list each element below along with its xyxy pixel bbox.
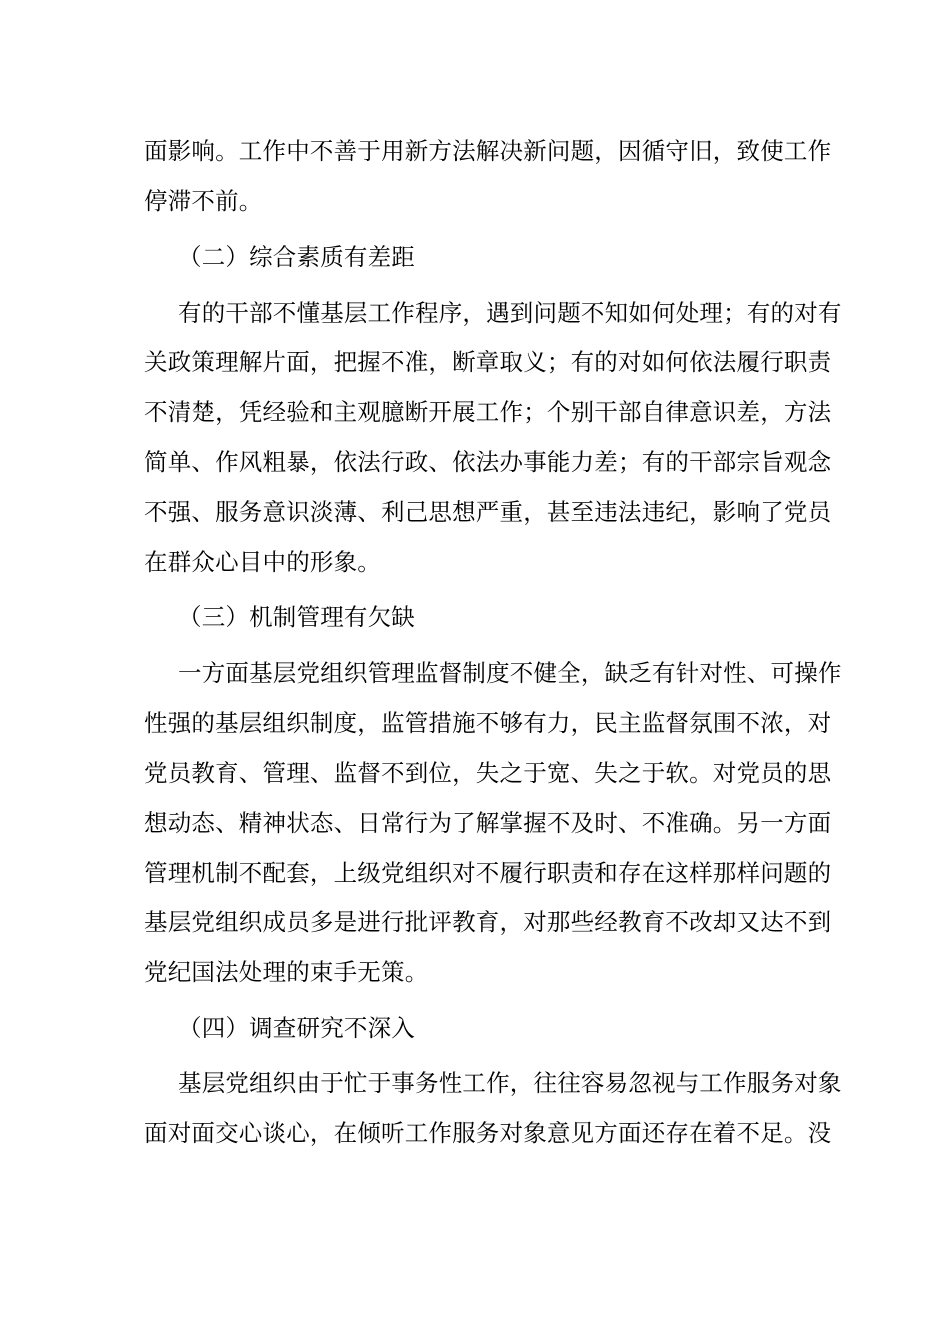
paragraph-line: 面影响。工作中不善于用新方法解决新问题，因循守旧，致使工作 bbox=[144, 137, 832, 165]
paragraph-line: 不强、服务意识淡薄、利己思想严重，甚至违法违纪，影响了党员 bbox=[144, 498, 832, 526]
section-heading-3: （三）机制管理有欠缺 bbox=[178, 603, 415, 631]
paragraph-line: 面对面交心谈心，在倾听工作服务对象意见方面还存在着不足。没 bbox=[144, 1119, 832, 1147]
section-heading-4: （四）调查研究不深入 bbox=[178, 1014, 415, 1042]
paragraph-line: 一方面基层党组织管理监督制度不健全，缺乏有针对性、可操作 bbox=[178, 659, 842, 687]
paragraph-line: 想动态、精神状态、日常行为了解掌握不及时、不准确。另一方面 bbox=[144, 809, 832, 837]
paragraph-line: 管理机制不配套，上级党组织对不履行职责和存在这样那样问题的 bbox=[144, 859, 832, 887]
paragraph-line: 在群众心目中的形象。 bbox=[144, 548, 381, 576]
section-heading-2: （二）综合素质有差距 bbox=[178, 243, 415, 271]
paragraph-line: 基层党组织由于忙于事务性工作，往往容易忽视与工作服务对象 bbox=[178, 1069, 842, 1097]
paragraph-line: 党纪国法处理的束手无策。 bbox=[144, 958, 429, 986]
paragraph-line: 不清楚，凭经验和主观臆断开展工作；个别干部自律意识差，方法 bbox=[144, 398, 832, 426]
paragraph-line: 简单、作风粗暴，依法行政、依法办事能力差；有的干部宗旨观念 bbox=[144, 448, 832, 476]
paragraph-line: 有的干部不懂基层工作程序，遇到问题不知如何处理；有的对有 bbox=[178, 299, 842, 327]
paragraph-line: 停滞不前。 bbox=[144, 187, 263, 215]
paragraph-line: 党员教育、管理、监督不到位，失之于宽、失之于软。对党员的思 bbox=[144, 759, 832, 787]
paragraph-line: 关政策理解片面，把握不准，断章取义；有的对如何依法履行职责 bbox=[144, 348, 832, 376]
paragraph-line: 基层党组织成员多是进行批评教育，对那些经教育不改却又达不到 bbox=[144, 908, 832, 936]
paragraph-line: 性强的基层组织制度，监管措施不够有力，民主监督氛围不浓，对 bbox=[144, 709, 832, 737]
